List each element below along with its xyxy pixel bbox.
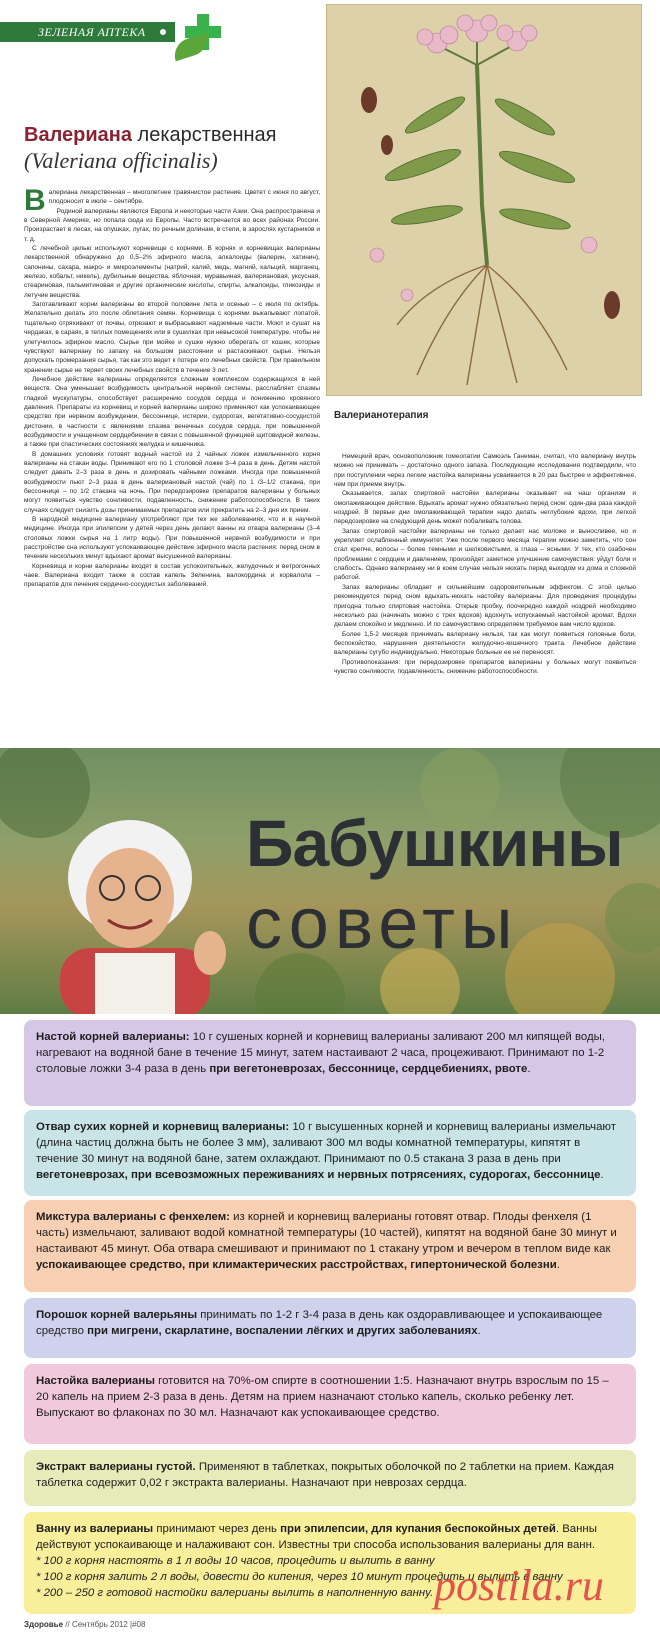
article-paragraph: Запах валерианы обладает и сильнейшим оздоровительным эффектом. С этой целью рекомендуется перед сном вдыхать-нюхать настойку валерианы. Для проведения процедуры пригодна только спиртовая настойка. Открыв пробку, поочередно каждой ноздрей необходимо несколько раз (начинать можно с трех вдохов) вдохнуть испускаемый настойкой аромат. Вдохи делаем спокойно и медленно. И по самочувствию определяем требуемое вам число вдохов.: [334, 583, 636, 629]
article-paragraph: Немецкий врач, основоположник гомеопатии Самюэль Ганеман, считал, что валериану внутрь можно не принимать – достаточно одного запаха. Последующие исследования подтвердили, что при поступлении через легкие настойка валерианы усваивается в 20 раз быстрее и эффективнее, чем при приеме внутрь.: [334, 453, 636, 489]
botanical-illustration: [326, 4, 642, 396]
article-paragraph: Родиной валерианы являются Европа и некоторые части Азии. Она распространена и в Северной Америке, но попала сюда из Европы. Часто встречается во всех районах России. Произрастает в лесах, на опушках, лугах, по речным долинам, в степи, в зарослях кустарников и т. д.: [24, 207, 320, 243]
section-heading: Валерианотерапия: [334, 410, 429, 421]
article-paragraph: В домашних условиях готовят водный настой из 2 чайных ложек измельченного корня валерианы на стакан воды. Принимают его по 1 столовой ложке 3–4 раза в день. Детям настой следует давать 2–3 раза в день и дозировать чайными ложками. Иногда при повышенной возбудимости пьют 2–3 раза в день валериановый настой (чай) по 1 /3–1/2 стакана, при бессоннице – по 1/2 стакана на ночь. При передозировке препаратов валерианы у больных могут появиться чувство сонливости, подавленность, снижение работоспособности. В таких случаях следует снизить дозы принимаемых препаратов или прекратить на 2–3 дня их прием.: [24, 450, 320, 514]
grandmother-figure: [60, 820, 226, 1014]
article-right-column: [334, 452, 636, 676]
banner-photo: [0, 748, 660, 1014]
article-paragraph: Более 1,5-2 месяцев принимать валериану нельзя, так как могут появиться головные боли, беспокойство, нарушения деятельности желудочно-кишечного тракта. Лечебное действие валерианы сугубо индивидуально. Некоторые больные ее не переносят.: [334, 630, 636, 657]
article-left-column: [24, 184, 320, 590]
title-bold: Валериана: [24, 124, 132, 146]
section-label-bar: [0, 22, 175, 42]
valerian-plant-drawing: [327, 5, 642, 396]
tip-tincture: Настойка валерианы готовится на 70%-ом спирте в соотношении 1:5. Назначают внутрь взрослым по 15 – 20 капель на прием 2-3 раза в день. Детям на прием назначают столько капель, сколько ребенку лет. Выпускают во флаконах по 30 мл. Назначают как успокаивающее средство.: [24, 1364, 636, 1444]
article-paragraph: Запах спиртовой настойки валерианы не только делает нас моложе и выносливее, но и укрепляет ослабленный иммунитет. Уже после первого месяца терапии можно заметить, что сон стал крепче, волосы – более темными и шелковистыми, а глаза – ясными. У тех, кто озабочен проблемами с сердцем и давлением, произойдет заметное улучшение самочувствия: уйдут боли и слабость. Однако валерианку ни в коем случае нельзя нюхать перед выходом из дома и сложной работой.: [334, 527, 636, 582]
section-label: ЗЕЛЕНАЯ АПТЕКА: [38, 25, 146, 39]
article-paragraph: Противопоказания: при передозировке препаратов валерианы у больных могут появиться чувство сонливости, подавленность, снижение работоспособности.: [334, 658, 636, 675]
article-title: [24, 124, 277, 147]
tip-bath: Ванну из валерианы принимают через день при эпилепсии, для купания беспокойных детей. Ванны действуют успокаивающе и налаживают сон. Известны три способа использования валерианы для ванн. * 100 г корня настоять в 1 л воды 10 часов, процедить и вылить в ванну * 100 г корня залить 2 л воды, довести до кипения, через 10 минут процедить и вылить в ванну * 200 – 250 г готовой настойки валерианы вылить в наполненную ванну.: [24, 1512, 636, 1614]
drop-cap: В: [24, 184, 46, 217]
grandma-banner: [0, 748, 660, 1014]
intro-paragraph: Валериана лекарственная – многолетнее травянистое растение. Цветет с июня по август, плодоносит в июле – сентябре.: [24, 184, 320, 217]
tip-infusion: Настой корней валерианы: 10 г сушеных корней и корневищ валерианы заливают 200 мл кипящей воды, нагревают на водяной бане в течение 15 минут, затем настаивают 2 часа, процеживают. Принимают по 1-2 столовые ложки 3-4 раза в день при вегетоневрозах, бессоннице, сердцебиениях, рвоте.: [24, 1020, 636, 1106]
article-paragraph: Оказывается, запах спиртовой настойки валерианы оказывает на наш организм и омолаживающее действие. Вдыхать аромат нужно обязательно перед сном: один-два раза каждой ноздрей. В первые дни омолаживающей терапии надо делать неглубокие вдохи, при легкой передозировке на следующий день может побаливать голова.: [334, 490, 636, 526]
tip-extract: Экстракт валерианы густой. Применяют в таблетках, покрытых оболочкой по 2 таблетки на прием. Каждая таблетка содержит 0,02 г экстракта валерианы. Назначают при неврозах сердца.: [24, 1450, 636, 1506]
banner-subtitle: советы: [246, 884, 519, 964]
article-paragraph: Лечебное действие валерианы определяется сложным комплексом содержащихся в ней веществ. Она уменьшает возбудимость центральной нервной системы, расслабляет спазмы гладкой мускулатуры, способствует расширению сосудов сердца и понижению кровяного давления. Препараты из корневищ и корней валерианы широко применяют как успокаивающее средство при нервном возбуждении, бессоннице, истерии, судорогах, вегетативно-сосудистой дистонии, в частности с явлениями спазма венечных сосудов сердца, при повышенной возбудимости и учащенном сердцебиении в связи с повышенной функцией щитовидной железы, а также при спастических состояниях желудка и кишечника.: [24, 375, 320, 449]
magazine-name: Здоровье: [24, 1620, 64, 1629]
issue-info: // Сентябрь 2012 |#08: [65, 1620, 146, 1629]
article-paragraph: Заготавливают корни валерианы во второй половине лета и осенью – с июля по октябрь. Желательно делать это после облетания семян. Корневища с корнями выкапывают лопатой, тщательно отряхивают от почвы, отрезают и выбрасывают надземные части. Моют и сушат на чердаках, в сараях, в теплых помещениях или в сушилках при невысокой температуре, чтобы не улетучилось эфирное масло. Сырье при мойке и сушке нужно оберегать от кошек, которые чувствуют валериану по запаху на большом расстоянии и растаскивают сырье. Нельзя допускать промерзания сырья, так как это ведет к потере его лечебных свойств. При правильном хранении сырье не теряет своих лечебных свойств в течение 3 лет.: [24, 301, 320, 374]
page-footer: [24, 1620, 145, 1629]
banner-title: Бабушкины: [246, 806, 623, 880]
tip-fennel-mixture: Микстура валерианы с фенхелем: из корней и корневищ валерианы готовят отвар. Плоды фенхеля (1 часть) измельчают, заливают водой комнатной температуры (10 частей), кипятят на водяной бане 30 минут и настаивают 45 минут. Оба отвара смешивают и принимают по 1 стакану утром и вечером в теплом виде как успокаивающее средство, при климактерических расстройствах, гипертонической болезни.: [24, 1200, 636, 1292]
bath-method: * 100 г корня залить 2 л воды, довести до кипения, через 10 минут процедить и вылить в ванну: [36, 1571, 563, 1583]
article-paragraph: Корневища и корни валерианы входят в состав успокоительных, желудочных и ветрогонных чаев. Валериана входит также в состав капель Зеленина, валокордина и корвалола – препаратов для лечения сердечно-сосудистых заболеваний.: [24, 562, 320, 589]
bath-method: * 200 – 250 г готовой настойки валерианы вылить в наполненную ванну.: [36, 1587, 434, 1599]
tip-decoction: Отвар сухих корней и корневищ валерианы: 10 г высушенных корней и корневищ валерианы измельчают (длина частиц должна быть не более 3 мм), заливают 300 мл воды комнатной температуры, кипятят в течение 30 минут на водяной бане, затем охлаждают. Принимают по 0.5 стакана 3 раза в день при вегетоневрозах, при всевозможных переживаниях и нервных потрясениях, судорогах, бессоннице.: [24, 1110, 636, 1196]
title-rest: лекарственная: [137, 124, 277, 146]
article-paragraph: С лечебной целью используют корневище с корнями. В корнях и корневищах валерианы лекарственной обнаружено до 0,5–2% эфирного масла, алкалоиды (валерин, хатинин), сапонины, сахара, макро- и микроэлементы (натрий, калий, медь, магний, кальций, марганец, железо, кобальт, никель), дубильные вещества, яблочная, муравьиная, валериановая, уксусная, стеариновая, пальмитиновая и другие органические кислоты, спирты, алкалоиды, гликозиды и летучие вещества.: [24, 245, 320, 299]
tip-powder: Порошок корней валерьяны принимать по 1-2 г 3-4 раза в день как оздоравливающее и успокаивающее средство при мигрени, скарлатине, воспалении лёгких и других заболеваниях.: [24, 1298, 636, 1358]
bath-method: * 100 г корня настоять в 1 л воды 10 часов, процедить и вылить в ванну: [36, 1555, 435, 1567]
watermark: postila.ru: [434, 1561, 604, 1610]
latin-name: (Valeriana officinalis): [24, 148, 218, 173]
bullet-dot: [160, 29, 166, 35]
article-paragraph: В народной медицине валериану употребляют при тех же заболеваниях, что и в научной медицине. Иногда при эпилепсии у детей через день делают ванны из отвара валерианы (3–4 столовых ложки сырья на 1 литр воды). При повышенной нервной возбудимости и при расстройстве сна используют успокаивающее действие эфирного масла растения: перед сном в течение нескольких минут вдыхают аромат высушенной валерианы.: [24, 516, 320, 561]
